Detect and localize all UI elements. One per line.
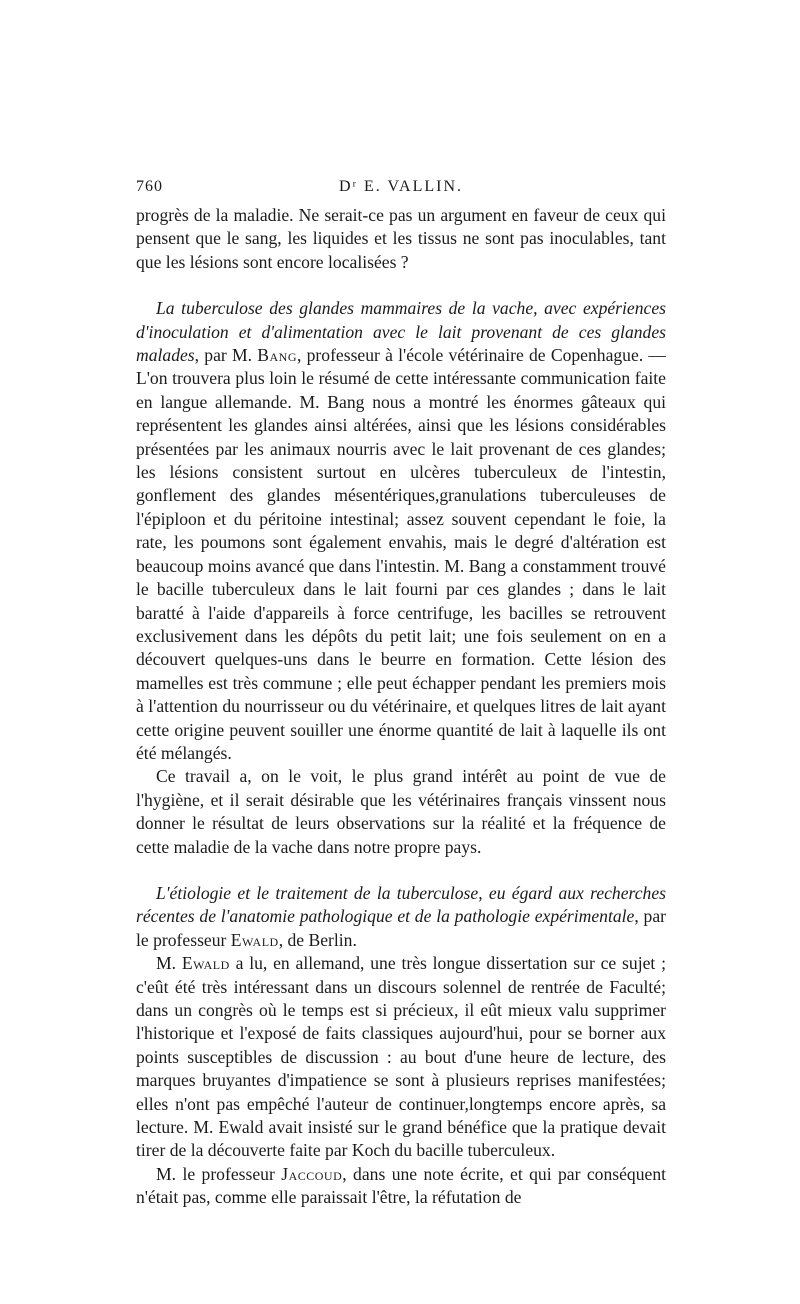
section-title-ewald: L'étiologie et le traitement de la tuberculose, eu égard aux recherches récentes de l'anatomie pathologique et de la pathologie expérimentale [136, 882, 666, 927]
author-name-ewald-inline: Ewald [181, 953, 230, 974]
paragraph-body: , dans une note écrite, et qui par conséquent n'était pas, comme elle paraissait l'être, la réfutation de [136, 1163, 667, 1208]
section-ewald [136, 882, 666, 952]
lead-text: M. [156, 953, 182, 974]
byline-prefix: , par M. [194, 345, 258, 366]
byline-suffix: , de Berlin. [278, 929, 357, 950]
paragraph-body: a lu, en allemand, une très longue dissertation sur ce sujet ; c'eût été très intéressant dans un discours solennel de rentrée de Faculté; dans un congrès où le temps est si précieux, il eût mieux valu supprimer l'historique et l'exposé de faits classiques aujourd'hui, pour se borner aux points susceptibles de discussion : au bout d'une heure de lecture, des marques bruyantes d'impatience se sont à plusieurs reprises manifestées; elles n'ont pas empêché l'auteur de continuer,longtemps encore après, sa lecture. M. Ewald avait insisté sur le grand bénéfice que la pratique devait tirer de la découverte faite par Koch du bacille tuberculeux. [136, 953, 666, 1161]
running-head-author: Dʳ E. VALLIN. [339, 178, 463, 195]
paragraph-ewald-report [136, 952, 666, 1163]
running-header [136, 178, 666, 200]
paragraph-continued: progrès de la maladie. Ne serait-ce pas un argument en faveur de ceux qui pensent que le sang, les liquides et les tissus ne sont pas inoculables, tant que les lésions sont encore localisées ? [136, 205, 666, 272]
paragraph-jaccoud [136, 1163, 666, 1210]
section-body-bang: , professeur à l'école vétérinaire de Copenhague. — L'on trouvera plus loin le résumé de cette intéressante communication faite en langue allemande. M. Bang nous a montré les énormes gâteaux qui représentent les glandes ainsi altérées, ainsi que les lésions considérables présentées par les animaux nourris avec le lait provenant de ces glandes; les lésions consistent surtout en ulcères tuberculeux de l'intestin, gonflement des glandes mésentériques,granulations tuberculeuses de l'épiploon et du péritoine intestinal; assez souvent cependant le foie, la rate, les poumons sont également envahis, mais le degré d'altération est beaucoup moins avancé que dans l'intestin. M. Bang a constamment trouvé le bacille tuberculeux dans le lait fourni par ces glandes ; dans le lait baratté à l'aide d'appareils à force centrifuge, les bacilles se retrouvent exclusivement dans les dépôts du petit lait; une fois seulement on en a découvert quelques-uns dans le beurre en formation. Cette lésion des mamelles est très commune ; elle peut échapper pendant les premiers mois à l'attention du nourrisseur ou du vétérinaire, et quelques litres de lait ayant cette origine peuvent souiller une énorme quantité de lait à laquelle ils ont été mélangés. [136, 345, 667, 763]
paragraph-commentary: Ce travail a, on le voit, le plus grand intérêt au point de vue de l'hygiène, et il serait désirable que les vétérinaires français vinssent nous donner le résultat de leurs observations sur la réalité et la fréquence de cette maladie de la vache dans notre propre pays. [136, 766, 666, 857]
section-title-bang: La tuberculose des glandes mammaires de la vache, avec expériences d'inoculation et d'alimentation avec le lait provenant de ces glandes malades [136, 298, 666, 366]
author-name-bang: Bang [257, 345, 297, 366]
author-name-jaccoud: Jaccoud [281, 1163, 343, 1184]
author-name-ewald: Ewald [230, 929, 279, 950]
page-number: 760 [136, 178, 163, 195]
lead-text: M. le professeur [156, 1163, 282, 1184]
section-bang [136, 297, 666, 765]
body-text [136, 204, 666, 1210]
byline-prefix: , par le professeur [136, 906, 667, 950]
